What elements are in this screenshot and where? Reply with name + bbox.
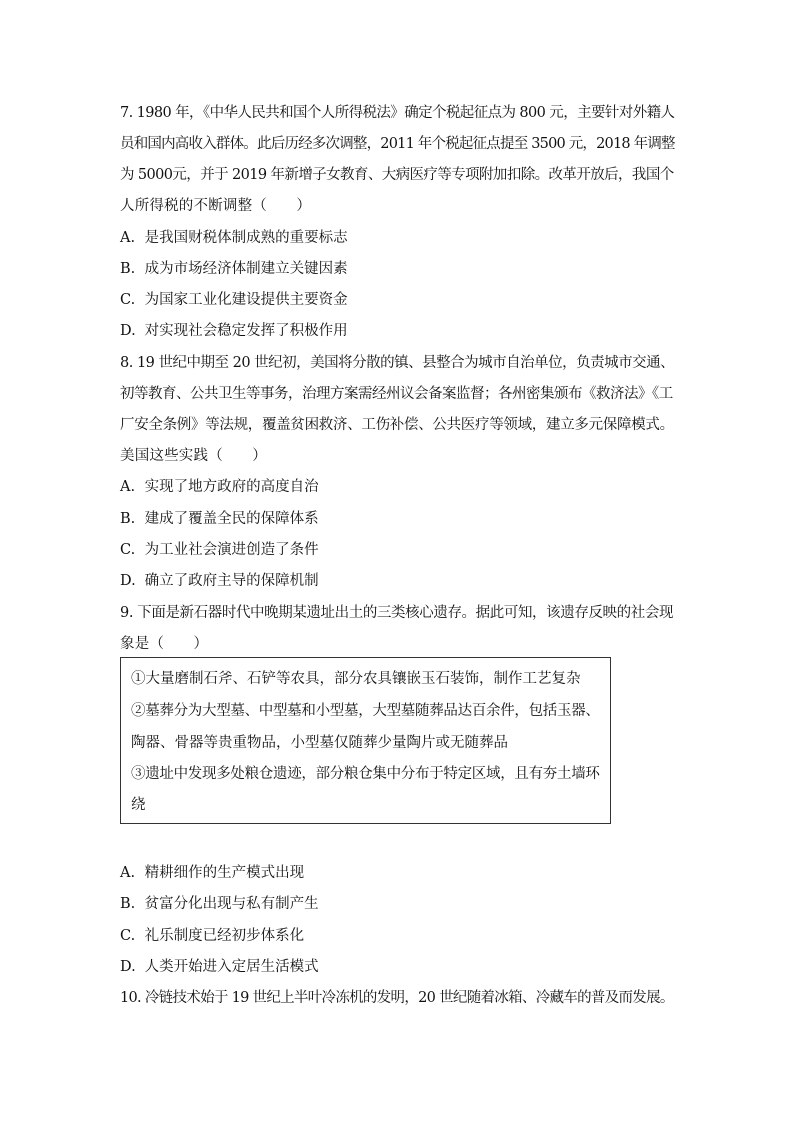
q7-option-b [120, 259, 348, 279]
option-letter: A. [120, 865, 136, 881]
option-text: 建成了覆盖全民的保障体系 [144, 511, 319, 527]
q7-stem-line-2: 员和国内高收入群体。此后历经多次调整，2011 年个税起征点提至 3500 元，2018 年调整 [120, 136, 675, 152]
option-text: 对实现社会稳定发挥了积极作用 [144, 323, 348, 339]
option-text: 实现了地方政府的高度自治 [144, 479, 319, 495]
option-text: 精耕细作的生产模式出现 [144, 865, 305, 881]
option-letter: D. [120, 323, 136, 339]
q9-option-a [120, 863, 304, 883]
q9-stem-line-1: 9. 下面是新石器时代中晚期某遗址出土的三类核心遗存。据此可知，该遗存反映的社会现 [120, 605, 674, 621]
q9-material-box [120, 657, 611, 824]
option-letter: C. [120, 292, 136, 308]
q9-material-line-3: 陶器、骨器等贵重物品，小型墓仅随葬少量陶片或无随葬品 [131, 735, 508, 751]
option-letter: B. [120, 511, 136, 527]
q7-option-a [120, 228, 348, 248]
q9-option-d [120, 957, 319, 977]
q8-option-c [120, 540, 319, 560]
q9-material-line-4: ③遗址中发现多处粮仓遗迹，部分粮仓集中分布于特定区域，且有夯土墙环 [131, 766, 600, 782]
q8-option-a [120, 477, 319, 497]
q10-stem-line-1: 10. 冷链技术始于 19 世纪上半叶冷冻机的发明，20 世纪随着冰箱、冷藏车的普及而发展。 [120, 990, 674, 1006]
q7-option-d [120, 321, 348, 341]
q8-option-d [120, 571, 319, 591]
q8-stem-line-2: 初等教育、公共卫生等事务，治理方案需经州议会备案监督；各州密集颁布《救济法》《工 [120, 386, 673, 402]
option-letter: C. [120, 928, 136, 944]
option-text: 为工业社会演进创造了条件 [144, 542, 319, 558]
q8-option-b [120, 509, 319, 529]
option-text: 为国家工业化建设提供主要资金 [144, 292, 348, 308]
option-text: 确立了政府主导的保障机制 [144, 573, 319, 589]
option-letter: D. [120, 573, 136, 589]
q7-option-c [120, 290, 348, 310]
q9-material-line-1: ①大量磨制石斧、石铲等农具，部分农具镶嵌玉石装饰，制作工艺复杂 [131, 671, 581, 687]
q8-stem-line-4: 美国这些实践（ ） [120, 448, 267, 464]
q9-option-b [120, 894, 319, 914]
q7-stem-line-1: 7. 1980 年，《中华人民共和国个人所得税法》确定个税起征点为 800 元，主要针对外籍人 [120, 105, 675, 121]
option-letter: A. [120, 230, 136, 246]
option-letter: A. [120, 479, 136, 495]
option-text: 人类开始进入定居生活模式 [144, 959, 319, 975]
option-letter: D. [120, 959, 136, 975]
option-text: 成为市场经济体制建立关键因素 [144, 261, 348, 277]
option-text: 礼乐制度已经初步体系化 [144, 928, 305, 944]
q8-stem-line-3: 厂安全条例》等法规，覆盖贫困救济、工伤补偿、公共医疗等领域，建立多元保障模式。 [120, 417, 674, 433]
option-letter: C. [120, 542, 136, 558]
q9-stem-line-2: 象是（ ） [120, 636, 209, 652]
q8-stem-line-1: 8. 19 世纪中期至 20 世纪初，美国将分散的镇、县整合为城市自治单位，负责城市交通、 [120, 355, 675, 371]
q9-option-c [120, 926, 304, 946]
q9-material-line-2: ②墓葬分为大型墓、中型墓和小型墓，大型墓随葬品达百余件，包括玉器、 [131, 703, 600, 719]
option-text: 贫富分化出现与私有制产生 [144, 896, 319, 912]
option-letter: B. [120, 261, 136, 277]
q9-material-line-5: 绕 [131, 797, 146, 813]
q7-stem-line-3: 为 5000元，并于 2019 年新增子女教育、大病医疗等专项附加扣除。改革开放后，我国个 [120, 167, 674, 183]
option-text: 是我国财税体制成熟的重要标志 [144, 230, 348, 246]
q7-stem-line-4: 人所得税的不断调整（ ） [120, 198, 312, 214]
option-letter: B. [120, 896, 136, 912]
